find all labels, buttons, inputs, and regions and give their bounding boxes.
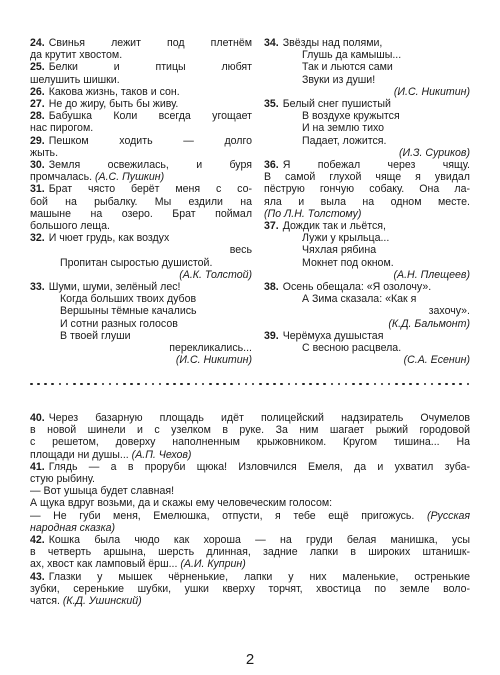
separator-dot <box>323 383 326 386</box>
separator-dot <box>338 383 341 386</box>
exercise-text: Чяхлая рябина <box>302 244 377 257</box>
exercise-text: шелушить шишки. <box>30 73 120 86</box>
exercise-text: Дождик так и льётся, <box>282 220 386 233</box>
exercise-number: 30. <box>30 159 45 172</box>
separator-dot <box>37 383 40 386</box>
author-credit: (К.Д. Бальмонт) <box>388 317 470 330</box>
exercise-text: Лужи у крыльца... <box>302 232 390 245</box>
separator-dot <box>87 383 90 386</box>
separator-dot <box>152 383 155 386</box>
exercise-text: В воздухе кружытся <box>302 110 400 123</box>
author-credit: (К.Д. Ушинский) <box>62 595 142 608</box>
separator-dot <box>245 383 248 386</box>
author-credit: (И.С. Никитин) <box>175 354 252 367</box>
exercise-text: Не до жиру, быть бы живу. <box>48 98 179 111</box>
exercise-number: 39. <box>264 329 279 342</box>
author-credit: народная сказка) <box>30 521 115 534</box>
separator-dot <box>273 383 276 386</box>
exercise-text: захочу». <box>428 305 470 318</box>
separator-dot <box>59 383 62 386</box>
separator-dot <box>209 383 212 386</box>
exercise-number: 42. <box>30 534 45 547</box>
exercise-number: 35. <box>264 98 279 111</box>
exercise-34 <box>264 37 470 98</box>
exercise-text: Я побежал через чящу. <box>282 159 470 172</box>
exercise-36 <box>264 159 470 220</box>
exercise-text: Звуки из души! <box>302 73 376 86</box>
author-credit: (А.К. Толстой) <box>179 268 252 281</box>
exercise-number: 29. <box>30 134 45 147</box>
exercise-35 <box>264 98 470 159</box>
separator-dot <box>316 383 319 386</box>
exercise-text: В твоей глуши <box>60 329 131 342</box>
exercise-text: И на землю тихо <box>302 122 385 135</box>
exercise-text: Падает, ложится. <box>302 134 387 147</box>
separator-dot <box>345 383 348 386</box>
separator-dot <box>216 383 219 386</box>
exercise-text: А щука вдруг возьми, да и скажы ему человеческим голосом: <box>30 497 333 510</box>
exercise-text: жыть. <box>30 146 59 159</box>
exercise-42 <box>30 534 470 571</box>
separator-dot <box>374 383 377 386</box>
separator-dot <box>280 383 283 386</box>
separator-dot <box>366 383 369 386</box>
exercise-38 <box>264 281 470 330</box>
exercise-29 <box>30 135 252 159</box>
exercise-text: стую рыбину. <box>30 473 95 486</box>
exercise-28 <box>30 110 252 134</box>
exercise-text: Пешком ходить — долго <box>48 134 252 147</box>
exercise-number: 36. <box>264 159 279 172</box>
separator-dot <box>395 383 398 386</box>
separator-dot <box>302 383 305 386</box>
separator-dot <box>173 383 176 386</box>
separator-dot <box>359 383 362 386</box>
separator-dot <box>30 383 33 386</box>
exercise-text: Мокнет под окном. <box>302 256 394 269</box>
exercise-text: большого леща. <box>30 220 110 233</box>
exercise-text: Земля освежилась, и буря <box>48 159 252 172</box>
exercise-number: 24. <box>30 37 45 49</box>
page-number: 2 <box>245 651 255 668</box>
exercise-30 <box>30 159 252 183</box>
exercise-text: весь <box>229 244 252 257</box>
exercise-27 <box>30 98 252 110</box>
separator-dot <box>467 383 470 386</box>
exercise-text: Глазки у мышек чёрненькие, лапки у них маленькие, остренькие <box>48 570 470 583</box>
separator-dot <box>130 383 133 386</box>
separator-dot <box>424 383 427 386</box>
exercise-text: в новой шинели и с узелком в руке. За ним шагает рыжий городовой <box>30 424 470 437</box>
exercise-33 <box>30 281 252 366</box>
separator-dot <box>238 383 241 386</box>
author-credit: (С.А. Есенин) <box>403 354 470 367</box>
exercise-text: Вершыны тёмные качались <box>60 305 197 318</box>
exercise-40 <box>30 412 470 461</box>
exercise-text: ах, хвост как ламповый ёрш... <box>30 558 178 571</box>
exercise-text: Кошка была чюдо как хороша — на груди белая манишка, усы <box>48 534 470 547</box>
exercise-37 <box>264 220 470 281</box>
author-credit: (А.П. Чехов) <box>131 448 192 461</box>
separator-dot <box>459 383 462 386</box>
exercise-text: яла и выла на одном месте. <box>264 195 470 208</box>
separator-dot <box>166 383 169 386</box>
exercise-number: 27. <box>30 98 45 111</box>
exercise-text: с решетом, доверху наполненным крыжовником. Кругом тишина... На <box>30 436 470 449</box>
separator-dot <box>187 383 190 386</box>
separator-dot <box>388 383 391 386</box>
author-credit: (И.С. Никитин) <box>393 85 470 98</box>
exercise-number: 32. <box>30 232 45 245</box>
separator-dot <box>416 383 419 386</box>
separator-dot <box>438 383 441 386</box>
author-credit: (А.С. Пушкин) <box>95 171 165 184</box>
separator-dot <box>223 383 226 386</box>
exercise-31 <box>30 183 252 232</box>
separator-dot <box>116 383 119 386</box>
exercise-text: Белки и птицы любят <box>48 61 252 74</box>
separator-dot <box>109 383 112 386</box>
exercise-text: чатся. <box>30 595 60 608</box>
exercise-text: зубки, серенькие шубки, ушки кверху торчят, хвостица по земле воло- <box>30 582 470 595</box>
author-credit: (И.З. Суриков) <box>398 146 470 159</box>
exercise-number: 34. <box>264 37 279 49</box>
exercise-text: Свинья лежит под плетнём <box>48 37 252 49</box>
separator-dot <box>145 383 148 386</box>
separator-dot <box>431 383 434 386</box>
separator-dot <box>409 383 412 386</box>
exercise-number: 25. <box>30 61 45 74</box>
right-column <box>264 37 470 366</box>
exercise-text: Пропитан сыростью душистой. <box>60 256 213 269</box>
separator-dot <box>159 383 162 386</box>
exercise-text: Черёмуха душыстая <box>282 329 384 342</box>
exercise-number: 43. <box>30 570 45 583</box>
exercise-number: 28. <box>30 110 45 123</box>
exercise-number: 37. <box>264 220 279 233</box>
separator-dot <box>51 383 54 386</box>
left-column <box>30 37 252 366</box>
separator-dot <box>259 383 262 386</box>
full-width-section <box>30 412 470 607</box>
exercise-text: перекликались... <box>169 342 252 355</box>
exercise-text: пёструю гончую собаку. Она ла- <box>264 183 470 196</box>
exercise-26 <box>30 86 252 98</box>
exercise-text: И сотни разных голосов <box>60 317 178 330</box>
exercise-43 <box>30 571 470 608</box>
exercise-text: Бабушка Коли всегда угощает <box>48 110 252 123</box>
exercise-text: машыне на озеро. Брат поймал <box>30 207 252 220</box>
exercise-text: Глядь — а в проруби щюка! Изловчился Емеля, да и ухватил зуба- <box>48 460 470 473</box>
separator-dot <box>445 383 448 386</box>
exercise-text: И чюет грудь, как воздух <box>48 232 170 245</box>
exercise-text: А Зима сказала: «Как я <box>302 293 417 306</box>
separator-dot <box>230 383 233 386</box>
exercise-number: 41. <box>30 460 45 473</box>
exercise-text: Звёзды над полями, <box>282 37 383 49</box>
separator-dot <box>452 383 455 386</box>
dotted-separator <box>30 382 470 386</box>
separator-dot <box>352 383 355 386</box>
exercise-text: Глушь да камышы... <box>302 49 402 62</box>
separator-dot <box>102 383 105 386</box>
separator-dot <box>80 383 83 386</box>
exercise-text: Так и льются сами <box>302 61 393 74</box>
exercise-text: Белый снег пушистый <box>282 98 391 111</box>
exercise-text: — Вот ушыца будет славная! <box>30 485 175 498</box>
separator-dot <box>195 383 198 386</box>
exercise-text: нас пирогом. <box>30 122 94 135</box>
author-credit: (А.Н. Плещеев) <box>393 268 470 281</box>
separator-dot <box>180 383 183 386</box>
separator-dot <box>288 383 291 386</box>
exercise-25 <box>30 61 252 85</box>
exercise-text: промчалась. <box>30 171 93 184</box>
author-credit: (Русская <box>426 509 470 522</box>
separator-dot <box>309 383 312 386</box>
exercise-text: Какова жизнь, таков и сон. <box>48 85 180 98</box>
exercise-24 <box>30 37 252 61</box>
separator-dot <box>295 383 298 386</box>
exercise-text: Осень обещала: «Я озолочу». <box>282 281 432 294</box>
separator-dot <box>331 383 334 386</box>
separator-dot <box>44 383 47 386</box>
exercise-text: Через базарную площадь идёт полицейский надзиратель Очумелов <box>48 412 470 424</box>
exercise-text: Брат чясто берёт меня с со- <box>48 183 252 196</box>
separator-dot <box>266 383 269 386</box>
exercise-number: 26. <box>30 85 45 98</box>
exercise-text: Шуми, шуми, зелёный лес! <box>48 281 181 294</box>
separator-dot <box>73 383 76 386</box>
exercise-number: 31. <box>30 183 45 196</box>
exercise-text: в четверть аршына, шерсть длинная, задние лапки в широких штанишк- <box>30 546 470 559</box>
exercise-41 <box>30 461 470 534</box>
exercise-text: да крутит хвостом. <box>30 49 123 62</box>
separator-dot <box>252 383 255 386</box>
separator-dot <box>402 383 405 386</box>
separator-dot <box>381 383 384 386</box>
exercise-number: 38. <box>264 281 279 294</box>
separator-dot <box>123 383 126 386</box>
exercise-number: 33. <box>30 281 45 294</box>
separator-dot <box>202 383 205 386</box>
exercise-text: Когда больших твоих дубов <box>60 293 197 306</box>
exercise-32 <box>30 232 252 281</box>
exercise-text: — Не губи меня, Емелюшка, отпусти, я тебе ещё пригожусь. <box>30 509 415 522</box>
exercise-text: площади ни душы... <box>30 448 129 461</box>
exercise-text: С весною расцвела. <box>302 342 402 355</box>
exercise-text: бой на рыбалку. Мы ездили на <box>30 195 252 208</box>
separator-dot <box>94 383 97 386</box>
exercise-text: В самой глухой чяще я увидал <box>264 171 470 184</box>
exercise-39 <box>264 330 470 367</box>
exercise-number: 40. <box>30 412 45 424</box>
author-credit: (По Л.Н. Толстому) <box>264 207 362 220</box>
author-credit: (А.И. Куприн) <box>180 558 246 571</box>
separator-dot <box>137 383 140 386</box>
separator-dot <box>66 383 69 386</box>
